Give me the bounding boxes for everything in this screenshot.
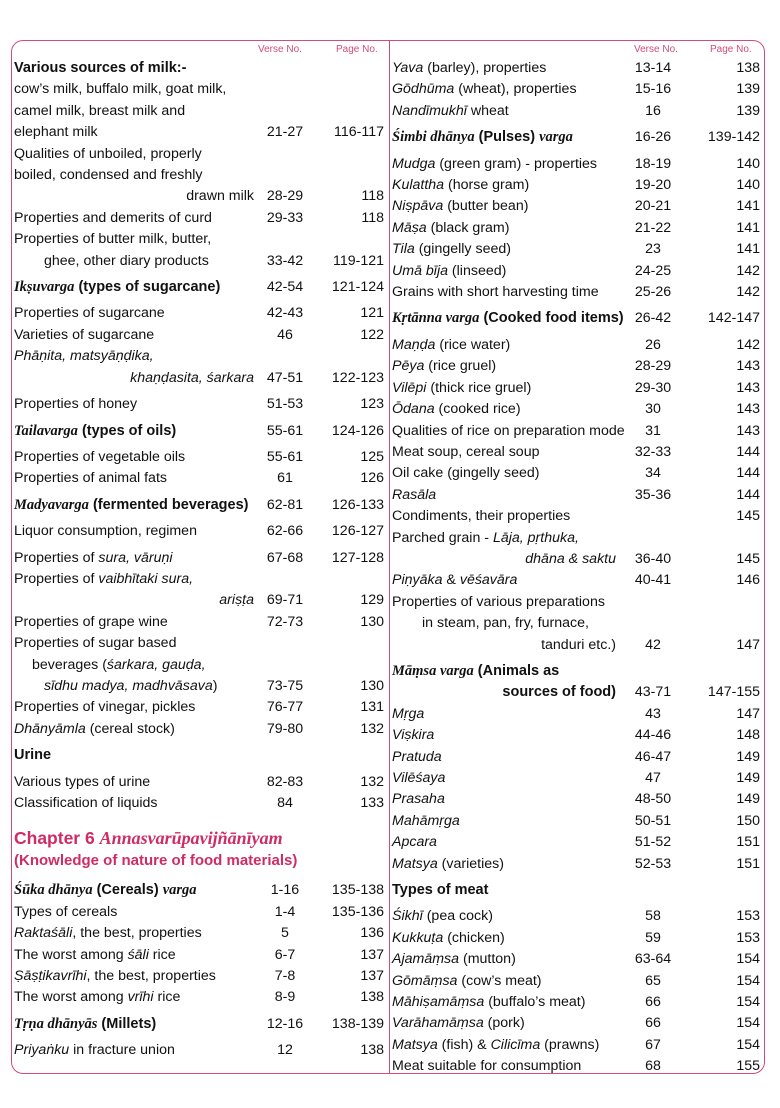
index-entry: camel milk, breast milk and bbox=[14, 102, 186, 119]
index-entry: Meat soup, cereal soup 32-33 144 bbox=[392, 443, 760, 460]
index-entry: Pēya (rice gruel) 28-29 143 bbox=[392, 358, 760, 375]
index-entry: Kulattha (horse gram) 19-20 140 bbox=[392, 177, 760, 194]
index-entry: Ṣāṣṭikavrīhi, the best, properties 7-8 137 bbox=[14, 968, 384, 985]
index-entry: Varieties of sugarcane 46 122 bbox=[14, 326, 384, 343]
index-entry: Grains with short harvesting time 25-26 142 bbox=[392, 284, 760, 301]
index-entry: Qualities of unboiled, properly bbox=[14, 145, 202, 162]
verse-no-header: Verse No. bbox=[634, 44, 678, 55]
column-header bbox=[392, 42, 760, 58]
index-entry: Apcara 51-52 151 bbox=[392, 834, 760, 851]
index-entry: Kukkuṭa (chicken) 59 153 bbox=[392, 929, 760, 946]
index-entry: Vilēśaya 47 149 bbox=[392, 770, 760, 786]
index-entry: Matsya (varieties) 52-53 151 bbox=[392, 855, 760, 872]
section-heading: Types of meat bbox=[392, 882, 489, 899]
right-column bbox=[392, 42, 760, 1078]
index-entry: Condiments, their properties 145 bbox=[392, 508, 760, 525]
index-entry: Mahāmṛga 50-51 150 bbox=[392, 812, 760, 829]
index-entry: Maṇḍa (rice water) 26 142 bbox=[392, 336, 760, 353]
column-header bbox=[14, 42, 384, 58]
index-entry: Yava (barley), properties 13-14 138 bbox=[392, 60, 760, 76]
section-heading: Tṛṇa dhānyās (Millets) 12-16 138-139 bbox=[14, 1015, 384, 1032]
index-entry: Various types of urine 82-83 132 bbox=[14, 773, 384, 790]
index-entry: Classification of liquids 84 133 bbox=[14, 795, 384, 811]
index-entry: Types of cereals 1-4 135-136 bbox=[14, 903, 384, 920]
index-entry: Properties of butter milk, butter, bbox=[14, 231, 212, 248]
index-entry: Priyaṅku in fracture union 12 138 bbox=[14, 1042, 384, 1059]
index-entry: Dhānyāmla (cereal stock) 79-80 132 bbox=[14, 720, 384, 737]
index-entry: Māṣa (black gram) 21-22 141 bbox=[392, 219, 760, 236]
section-heading: Śūka dhānya (Cereals) varga 1-16 135-138 bbox=[14, 882, 384, 899]
index-entry: elephant milk 21-27 116-117 bbox=[14, 124, 384, 141]
index-entry: Māhiṣamāṃsa (buffalo’s meat) 66 154 bbox=[392, 994, 760, 1011]
left-column bbox=[14, 42, 384, 1062]
index-entry: Viṣkira 44-46 148 bbox=[392, 727, 760, 744]
index-entry: dhāna & saktu 36-40 145 bbox=[525, 550, 760, 567]
index-entry: Mudga (green gram) - properties 18-19 140 bbox=[392, 155, 760, 172]
section-heading: Madyavarga (fermented beverages) 62-81 126-133 bbox=[14, 496, 384, 513]
index-entry: beverages (śarkara, gauḍa, bbox=[32, 656, 206, 673]
index-entry: Various sources of milk:- bbox=[14, 60, 187, 76]
chapter-title: Chapter 6 Annasvarūpavijñānīyam bbox=[14, 828, 283, 849]
index-entry: Ōdana (cooked rice) 30 143 bbox=[392, 401, 760, 418]
section-heading: Urine bbox=[14, 747, 52, 764]
page-no-header: Page No. bbox=[710, 44, 752, 55]
chapter-subtitle: (Knowledge of nature of food materials) bbox=[14, 852, 298, 870]
index-entry: Liquor consumption, regimen 62-66 126-127 bbox=[14, 523, 384, 540]
index-entry: Properties of sugar based bbox=[14, 635, 177, 652]
index-entry: Properties of honey 51-53 123 bbox=[14, 396, 384, 413]
index-entry: Varāhamāṃsa (pork) 66 154 bbox=[392, 1015, 760, 1032]
section-heading: Kṛtānna varga (Cooked food items) 26-42 142-147 bbox=[392, 310, 760, 327]
index-entry: Ajamāṃsa (mutton) 63-64 154 bbox=[392, 951, 760, 968]
index-entry: Phāṇita, matsyāṇḍika, bbox=[14, 348, 154, 365]
index-entry: Properties of grape wine 72-73 130 bbox=[14, 613, 384, 630]
index-entry: Properties and demerits of curd 29-33 118 bbox=[14, 209, 384, 226]
index-entry: Meat suitable for consumption 68 155 bbox=[392, 1058, 760, 1075]
index-entry: The worst among śāli rice 6-7 137 bbox=[14, 946, 384, 963]
index-entry: Gōdhūma (wheat), properties 15-16 139 bbox=[392, 81, 760, 98]
index-entry: Nandīmukhī wheat 16 139 bbox=[392, 102, 760, 119]
index-entry: Tila (gingelly seed) 23 141 bbox=[392, 241, 760, 258]
section-heading: Śimbi dhānya (Pulses) varga 16-26 139-142 bbox=[392, 129, 760, 146]
index-entry: Raktaśāli, the best, properties 5 136 bbox=[14, 925, 384, 942]
index-entry: sīdhu madya, madhvāsava) 73-75 130 bbox=[44, 677, 384, 694]
index-entry: Mṛga 43 147 bbox=[392, 705, 760, 722]
index-entry: ghee, other diary products 33-42 119-121 bbox=[44, 252, 384, 269]
index-entry: Qualities of rice on preparation mode 31 143 bbox=[392, 422, 760, 439]
index-entry: Properties of sugarcane 42-43 121 bbox=[14, 305, 384, 322]
index-entry: Pratuda 46-47 149 bbox=[392, 748, 760, 765]
index-entry: tanduri etc.) 42 147 bbox=[541, 636, 760, 653]
index-entry: ariṣṭa 69-71 129 bbox=[219, 592, 384, 609]
index-entry: khaṇḍasita, śarkara 47-51 122-123 bbox=[130, 369, 384, 386]
index-entry: Gōmāṃsa (cow’s meat) 65 154 bbox=[392, 972, 760, 989]
index-entry: Oil cake (gingelly seed) 34 144 bbox=[392, 465, 760, 482]
index-entry: boiled, condensed and freshly bbox=[14, 167, 203, 184]
index-entry: Umā bīja (linseed) 24-25 142 bbox=[392, 262, 760, 279]
index-entry: drawn milk 28-29 118 bbox=[186, 188, 384, 205]
verse-no-header: Verse No. bbox=[258, 44, 302, 55]
index-entry: Vilēpi (thick rice gruel) 29-30 143 bbox=[392, 379, 760, 396]
column-divider bbox=[389, 41, 390, 1073]
index-entry: Niṣpāva (butter bean) 20-21 141 bbox=[392, 198, 760, 215]
section-heading: Ikṣuvarga (types of sugarcane) 42-54 121-124 bbox=[14, 279, 384, 296]
index-entry: Rasāla 35-36 144 bbox=[392, 486, 760, 503]
index-entry: Parched grain - Lāja, pṛthuka, bbox=[392, 529, 579, 546]
index-entry: The worst among vrīhi rice 8-9 138 bbox=[14, 989, 384, 1006]
index-entry: Properties of vegetable oils 55-61 125 bbox=[14, 448, 384, 465]
index-entry: Śikhī (pea cock) 58 153 bbox=[392, 908, 760, 925]
index-entry: Properties of vaibhītaki sura, bbox=[14, 570, 194, 587]
index-entry: Properties of various preparations bbox=[392, 593, 605, 610]
section-heading: Māṃsa varga (Animals as bbox=[392, 662, 560, 679]
index-entry: Properties of animal fats 61 126 bbox=[14, 470, 384, 487]
section-heading: sources of food) 43-71 147-155 bbox=[502, 684, 760, 701]
index-entry: Prasaha 48-50 149 bbox=[392, 791, 760, 808]
index-entry: Properties of sura, vāruṇi 67-68 127-128 bbox=[14, 549, 384, 566]
index-entry: Matsya (fish) & Cilicīma (prawns) 67 154 bbox=[392, 1036, 760, 1053]
index-entry: Piṇyāka & vēśavāra 40-41 146 bbox=[392, 572, 760, 589]
index-entry: Properties of vinegar, pickles 76-77 131 bbox=[14, 699, 384, 716]
index-entry: in steam, pan, fry, furnace, bbox=[422, 615, 589, 632]
index-entry: cow’s milk, buffalo milk, goat milk, bbox=[14, 81, 227, 98]
section-heading: Tailavarga (types of oils) 55-61 124-126 bbox=[14, 422, 384, 439]
page-no-header: Page No. bbox=[336, 44, 378, 55]
